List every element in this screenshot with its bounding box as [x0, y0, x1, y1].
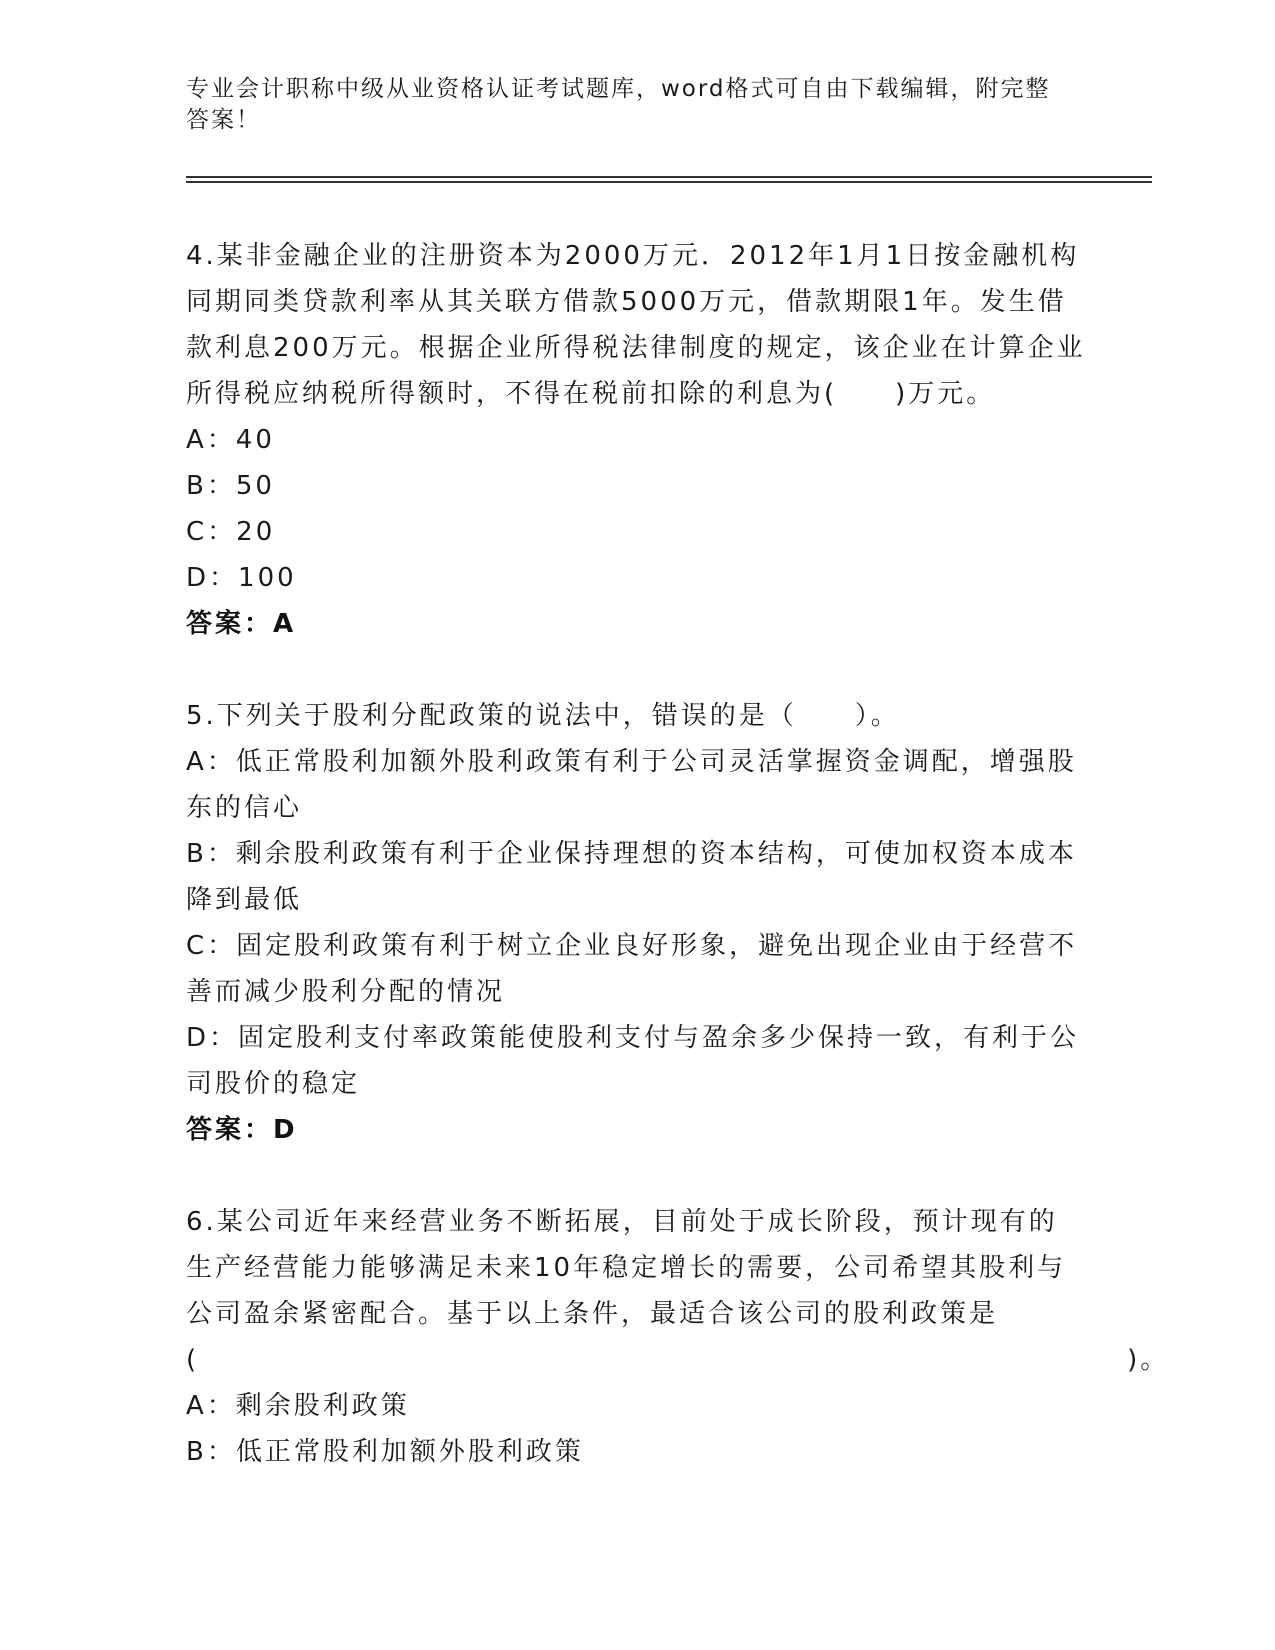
question-list [186, 233, 1170, 1475]
question-stem: 4.某非金融企业的注册资本为2000万元．2012年1月1日按金融机构同期同类贷款利率从其关联方借款5000万元，借款期限1年。发生借款利息200万元。根据企业所得税法律制度的规定，该企业在计算企业所得税应纳税所得额时，不得在税前扣除的利息为( )万元。 [186, 241, 1086, 409]
option-a: A：剩余股利政策 [186, 1391, 410, 1421]
answer: 答案：D [186, 1115, 298, 1145]
question-stem: 6.某公司近年来经营业务不断拓展，目前处于成长阶段，预计现有的生产经营能力能够满足未来10年稳定增长的需要，公司希望其股利与公司盈余紧密配合。基于以上条件，最适合该公司的股利政策是( )。 [186, 1207, 1170, 1375]
header-rule-top [186, 176, 1152, 178]
option-c: C：固定股利政策有利于树立企业良好形象，避免出现企业由于经营不善而减少股利分配的情况 [186, 931, 1078, 1007]
spacer [186, 1153, 1086, 1199]
page-header [186, 74, 1066, 136]
option-d: D：100 [186, 563, 297, 593]
question-5 [186, 693, 1086, 1153]
option-c: C：20 [186, 517, 276, 547]
question-4 [186, 233, 1086, 647]
question-6 [186, 1199, 1170, 1475]
option-a: A：低正常股利加额外股利政策有利于公司灵活掌握资金调配，增强股东的信心 [186, 747, 1077, 823]
question-stem: 5.下列关于股利分配政策的说法中，错误的是（ ）。 [186, 701, 900, 731]
option-d: D：固定股利支付率政策能使股利支付与盈余多少保持一致，有利于公司股价的稳定 [186, 1023, 1080, 1099]
spacer [186, 647, 1086, 693]
option-a: A：40 [186, 425, 275, 455]
option-b: B：50 [186, 471, 275, 501]
header-text: 专业会计职称中级从业资格认证考试题库，word格式可自由下载编辑，附完整答案！ [186, 76, 1051, 133]
header-rule-bottom [186, 181, 1152, 183]
answer: 答案：A [186, 609, 297, 639]
option-b: B：低正常股利加额外股利政策 [186, 1437, 584, 1467]
option-b: B：剩余股利政策有利于企业保持理想的资本结构，可使加权资本成本降到最低 [186, 839, 1077, 915]
